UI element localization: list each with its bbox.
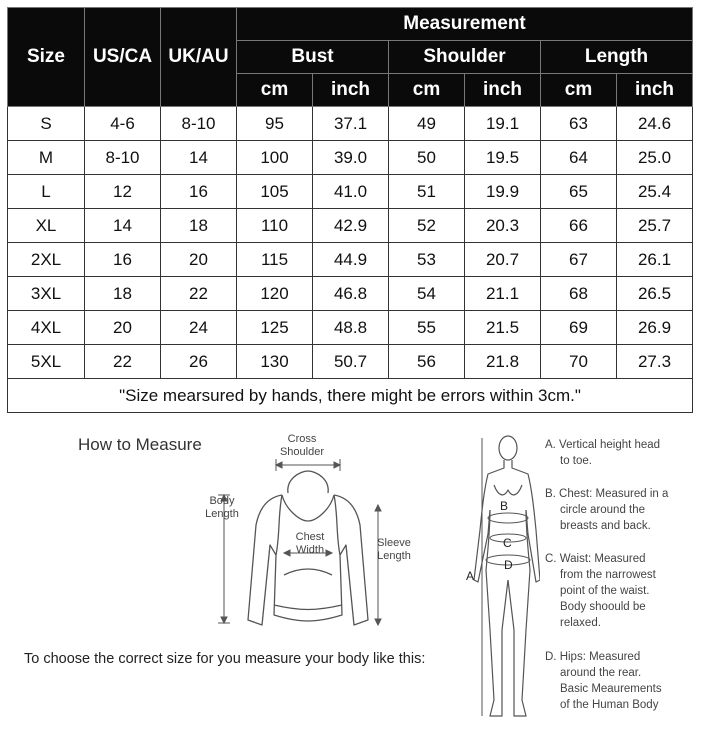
table-cell: 41.0 (313, 175, 389, 209)
table-cell: 44.9 (313, 243, 389, 277)
table-cell: 64 (541, 141, 617, 175)
table-cell: 50.7 (313, 345, 389, 379)
table-cell: 19.5 (465, 141, 541, 175)
header-bust: Bust (237, 41, 389, 74)
header-shoulder-cm: cm (389, 74, 465, 107)
header-uk-au: UK/AU (161, 8, 237, 107)
table-cell: 55 (389, 311, 465, 345)
table-row (8, 243, 693, 277)
table-cell: 39.0 (313, 141, 389, 175)
table-row (8, 345, 693, 379)
table-cell: 46.8 (313, 277, 389, 311)
header-us-ca: US/CA (85, 8, 161, 107)
table-cell: 14 (85, 209, 161, 243)
table-cell: 53 (389, 243, 465, 277)
table-cell: 26.9 (617, 311, 693, 345)
table-cell: 25.4 (617, 175, 693, 209)
figure-letter-a: A (466, 569, 475, 583)
table-cell: 16 (161, 175, 237, 209)
table-cell: 3XL (8, 277, 85, 311)
table-cell: 21.8 (465, 345, 541, 379)
table-cell: 26.1 (617, 243, 693, 277)
cross-shoulder-label: Cross Shoulder (279, 433, 325, 458)
table-cell: 52 (389, 209, 465, 243)
table-cell: 130 (237, 345, 313, 379)
table-cell: XL (8, 209, 85, 243)
table-cell: 37.1 (313, 107, 389, 141)
table-cell: 12 (85, 175, 161, 209)
table-cell: 20.7 (465, 243, 541, 277)
table-cell: 19.9 (465, 175, 541, 209)
body-length-label: Body Length (205, 495, 239, 520)
table-row (8, 311, 693, 345)
table-cell: 100 (237, 141, 313, 175)
table-cell: 26 (161, 345, 237, 379)
table-cell: 20 (161, 243, 237, 277)
table-cell: 95 (237, 107, 313, 141)
table-cell: 20.3 (465, 209, 541, 243)
table-cell: 14 (161, 141, 237, 175)
header-length: Length (541, 41, 693, 74)
figure-letter-b: B (500, 499, 509, 513)
table-cell: 24.6 (617, 107, 693, 141)
table-cell: 19.1 (465, 107, 541, 141)
table-cell: M (8, 141, 85, 175)
table-cell: 49 (389, 107, 465, 141)
table-cell: 16 (85, 243, 161, 277)
table-cell: 8-10 (85, 141, 161, 175)
size-rows (8, 107, 693, 379)
table-cell: 69 (541, 311, 617, 345)
header-bust-inch: inch (313, 74, 389, 107)
table-row (8, 277, 693, 311)
table-cell: 66 (541, 209, 617, 243)
table-row (8, 141, 693, 175)
table-row (8, 107, 693, 141)
header-size: Size (8, 8, 85, 107)
table-cell: 42.9 (313, 209, 389, 243)
header-shoulder: Shoulder (389, 41, 541, 74)
figure-letter-c: C (503, 536, 512, 550)
legend-a: A. Vertical height head to toe. (545, 439, 661, 467)
table-cell: 70 (541, 345, 617, 379)
table-cell: 4-6 (85, 107, 161, 141)
figure-letter-d: D (504, 558, 513, 572)
sleeve-length-label: Sleeve Length (377, 537, 411, 562)
body-figure (460, 430, 540, 725)
table-cell: 24 (161, 311, 237, 345)
table-cell: 68 (541, 277, 617, 311)
table-cell: 105 (237, 175, 313, 209)
table-row (8, 209, 693, 243)
header-measurement: Measurement (237, 8, 693, 41)
table-cell: 120 (237, 277, 313, 311)
table-cell: 110 (237, 209, 313, 243)
table-cell: 26.5 (617, 277, 693, 311)
table-cell: 125 (237, 311, 313, 345)
table-cell: 48.8 (313, 311, 389, 345)
table-cell: 25.7 (617, 209, 693, 243)
table-cell: 25.0 (617, 141, 693, 175)
table-cell: 2XL (8, 243, 85, 277)
table-cell: 5XL (8, 345, 85, 379)
table-cell: L (8, 175, 85, 209)
table-cell: 22 (85, 345, 161, 379)
table-cell: 18 (85, 277, 161, 311)
header-length-cm: cm (541, 74, 617, 107)
how-to-measure-title: How to Measure (78, 435, 202, 454)
table-cell: 27.3 (617, 345, 693, 379)
table-cell: 65 (541, 175, 617, 209)
header-bust-cm: cm (237, 74, 313, 107)
table-cell: 4XL (8, 311, 85, 345)
table-cell: 56 (389, 345, 465, 379)
legend-d: D. Hips: Measured around the rear. Basic Meaurements of the Human Body (545, 651, 662, 711)
table-cell: 51 (389, 175, 465, 209)
table-cell: 22 (161, 277, 237, 311)
table-cell: 54 (389, 277, 465, 311)
how-to-measure-section (0, 415, 705, 730)
size-table (7, 7, 693, 413)
table-cell: 18 (161, 209, 237, 243)
instruction-text: To choose the correct size for you measure your body like this: (24, 651, 426, 667)
table-cell: 115 (237, 243, 313, 277)
measurement-note: "Size mearsured by hands, there might be errors within 3cm." (8, 379, 693, 413)
table-cell: S (8, 107, 85, 141)
chest-width-label: Chest Width (295, 531, 325, 556)
table-cell: 63 (541, 107, 617, 141)
header-shoulder-inch: inch (465, 74, 541, 107)
legend-b: B. Chest: Measured in a circle around the breasts and back. (545, 488, 669, 532)
legend-c: C. Waist: Measured from the narrowest point of the waist. Body shoould be relaxed. (545, 553, 656, 629)
size-chart (7, 7, 692, 404)
table-cell: 67 (541, 243, 617, 277)
table-cell: 8-10 (161, 107, 237, 141)
table-cell: 21.1 (465, 277, 541, 311)
header-length-inch: inch (617, 74, 693, 107)
table-cell: 50 (389, 141, 465, 175)
table-cell: 20 (85, 311, 161, 345)
table-cell: 21.5 (465, 311, 541, 345)
table-row (8, 175, 693, 209)
